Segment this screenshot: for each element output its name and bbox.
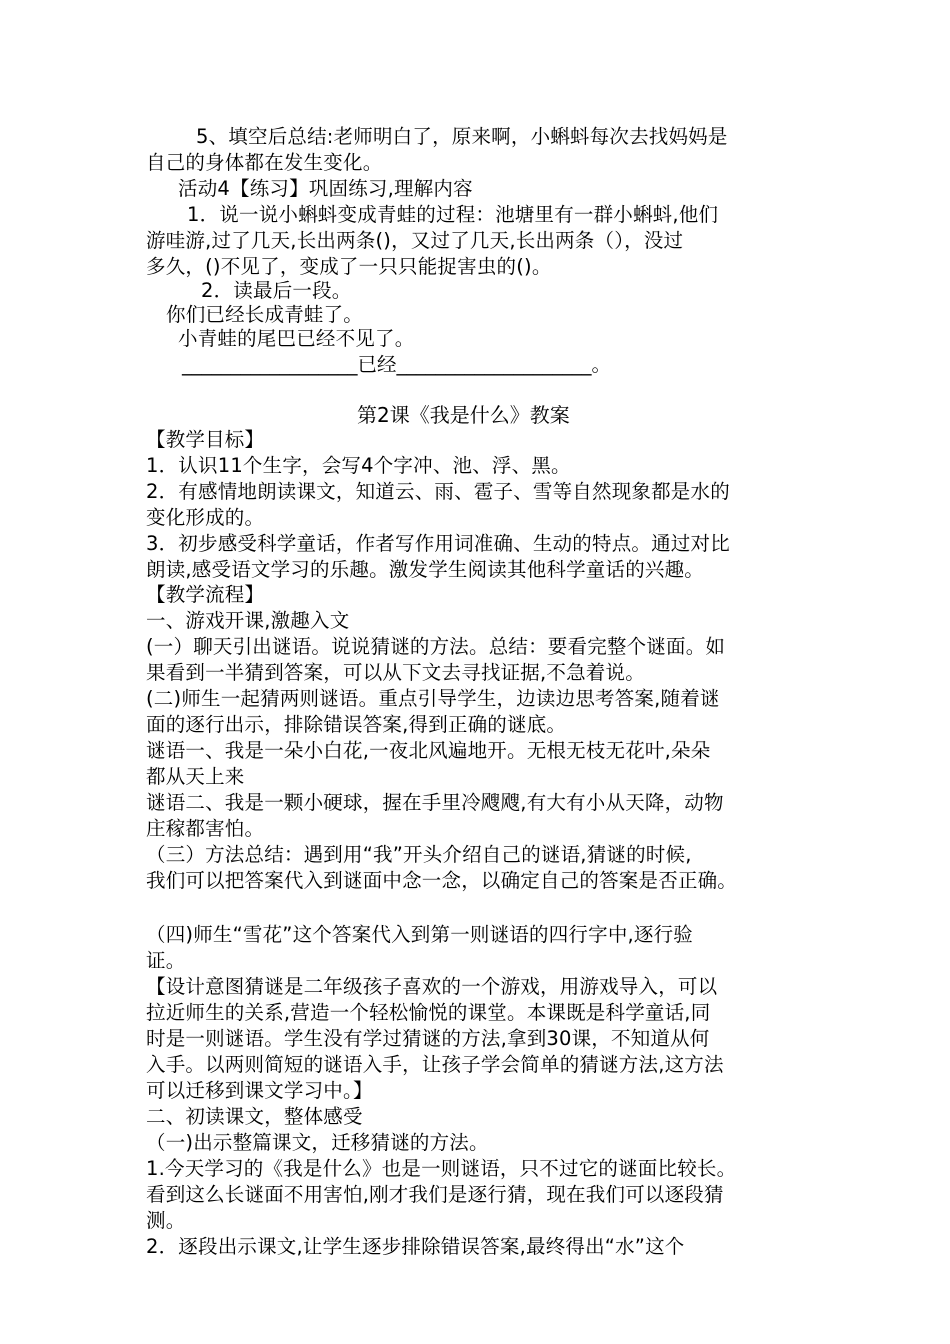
text-line: 游哇游,过了几天,长出两条()，又过了几天,长出两条（），没过 [146,229,684,252]
text-line: 时是一则谜语。学生没有学过猜谜的方法,拿到30课，不知道从何 [146,1027,710,1050]
text-line: 1．说一说小蝌蚪变成青蛙的过程：池塘里有一群小蝌蚪,他们 [187,203,719,226]
text-line: 测。 [146,1209,186,1232]
text-line: 一、游戏开课,激趣入文 [146,609,350,632]
text-line: 谜语一、我是一朵小白花,一夜北风遍地开。无根无枝无花叶,朵朵 [146,739,711,762]
text-line: 可以迁移到课文学习中。】 [146,1079,373,1102]
text-line: 朗读,感受语文学习的乐趣。激发学生阅读其他科学童话的兴趣。 [146,558,704,581]
text-line: 1.今天学习的《我是什么》也是一则谜语，只不过它的谜面比较长。 [146,1157,737,1180]
text-line: 2．有感情地朗读课文，知道云、雨、雹子、雪等自然现象都是水的 [146,480,730,503]
text-line: 【设计意图猜谜是二年级孩子喜欢的一个游戏，用游戏导入，可以 [146,975,718,998]
text-line: 小青蛙的尾巴已经不见了。 [178,327,415,350]
text-line: 谜语二、我是一颗小硬球，握在手里冷飕飕,有大有小从天降，动物 [146,791,724,814]
text-line: 二、初读课文，整体感受 [146,1105,363,1128]
text-line: 5、填空后总结:老师明白了，原来啊，小蝌蚪每次去找妈妈是 [196,125,728,148]
section-heading: 【教学流程】 [146,583,265,606]
text-line: 变化形成的。 [146,506,265,529]
text-line: （三）方法总结：遇到用“我”开头介绍自己的谜语,猜谜的时候, [146,843,692,866]
text-line: 2．逐段出示课文,让学生逐步排除错误答案,最终得出“水”这个 [146,1235,685,1258]
text-line: 都从天上来 [146,765,245,788]
text-line: （四)师生“雪花”这个答案代入到第一则谜语的四行字中,逐行验 [146,923,694,946]
text-line: 我们可以把答案代入到谜面中念一念，以确定自己的答案是否正确。 [146,869,738,892]
text-line: 证。 [146,949,186,972]
text-line: 看到这么长谜面不用害怕,刚才我们是逐行猜，现在我们可以逐段猜 [146,1183,724,1206]
text-line: 3．初步感受科学童话，作者写作用词准确、生动的特点。通过对比 [146,532,730,555]
text-line: (一）聊天引出谜语。说说猜谜的方法。总结：要看完整个谜面。如 [146,635,726,658]
text-line: 果看到一半猜到答案，可以从下文去寻找证据,不急着说。 [146,661,645,684]
text-line: 多久，()不见了，变成了一只只能捉害虫的()。 [146,255,552,278]
text-line: 庄稼都害怕。 [146,817,265,840]
text-line: 活动4【练习】巩固练习,理解内容 [178,177,473,200]
fill-in-blank-line: __________________已经____________________。 [182,353,612,376]
text-line: 面的逐行出示，排除错误答案,得到正确的谜底。 [146,713,567,736]
text-line: 入手。以两则简短的谜语入手，让孩子学会简单的猜谜方法,这方法 [146,1053,724,1076]
text-line: 1．认识11个生字，会写4个字冲、池、浮、黑。 [146,454,571,477]
text-line: (二)师生一起猜两则谜语。重点引导学生，边读边思考答案,随着谜 [146,687,720,710]
page-title: 第2课《我是什么》教案 [357,403,570,427]
text-line: 2．读最后一段。 [201,279,352,302]
text-line: （一)出示整篇课文，迁移猜谜的方法。 [146,1131,489,1154]
text-line: 自己的身体都在发生变化。 [146,151,383,174]
text-line: 你们已经长成青蛙了。 [166,303,364,326]
section-heading: 【教学目标】 [146,428,265,451]
text-line: 拉近师生的关系,营造一个轻松愉悦的课堂。本课既是科学童话,同 [146,1001,711,1024]
